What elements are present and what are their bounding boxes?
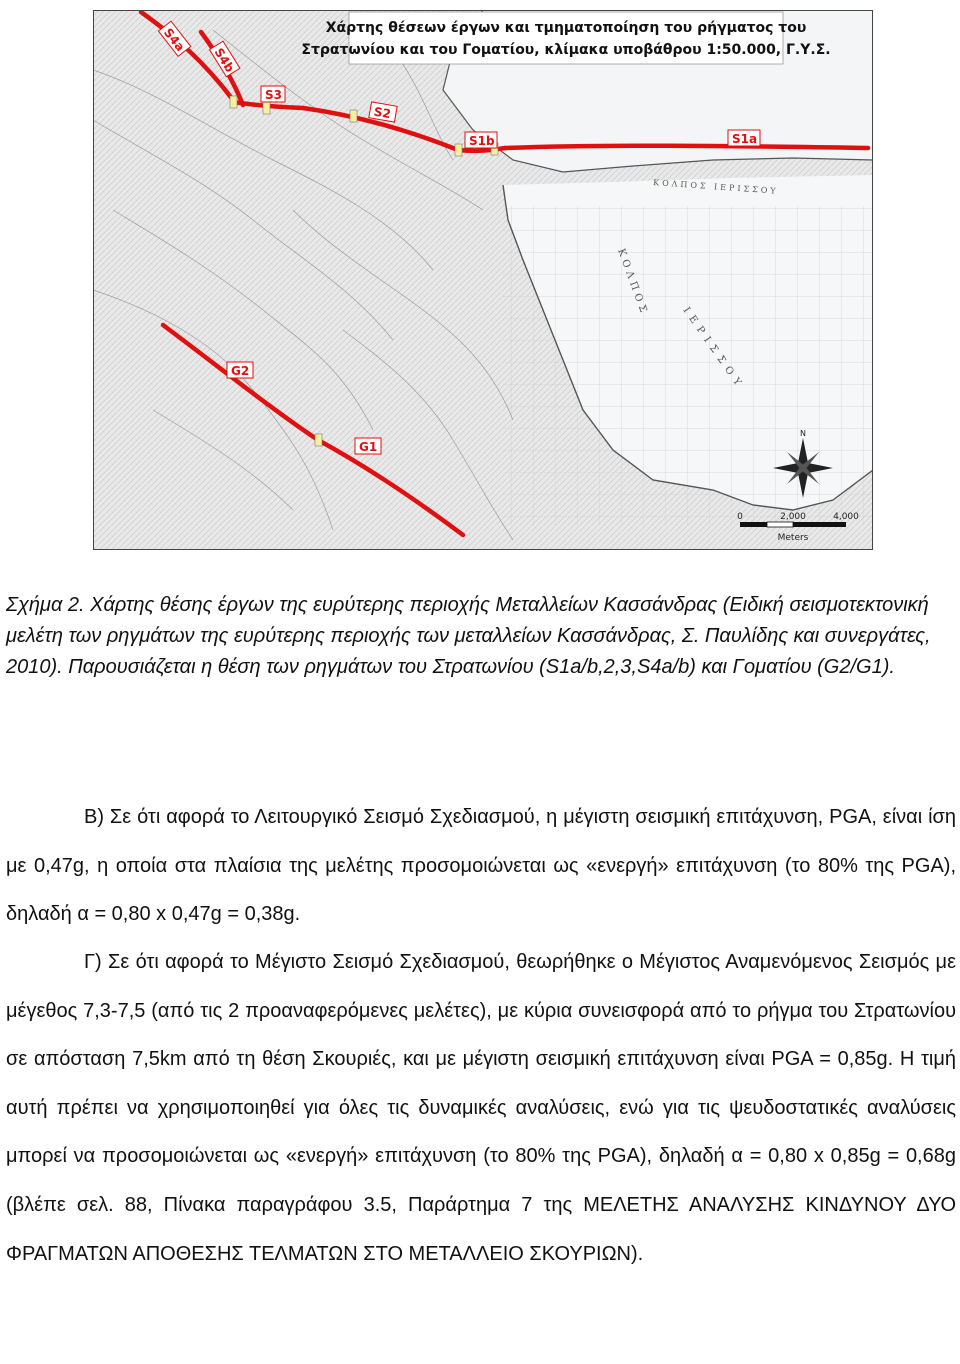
sea-label-top: ΚΟΛΠΟΣ ΙΕΡΙΣΣΟΥ: [652, 178, 779, 196]
fault-label-s3: S3: [265, 88, 282, 102]
fault-label-s4a: S4a: [160, 25, 188, 55]
sea-label-kolpos: ΚΟΛΠΟΣ: [615, 247, 650, 318]
paragraph-b: [6, 793, 956, 939]
fault-label-g2: G2: [231, 364, 250, 378]
compass-north-label: N: [800, 429, 806, 438]
scale-max-label: 4,000: [833, 512, 859, 522]
map-title-line2: Στρατωνίου και του Γοματίου, κλίμακα υποβάθρου 1:50.000, Γ.Υ.Σ.: [301, 42, 831, 58]
map-title-line1: Χάρτης θέσεων έργων και τμηματοποίηση του ρήγματος του: [325, 20, 807, 36]
fault-s1a-trace: [505, 146, 868, 148]
figure-caption: Σχήμα 2. Χάρτης θέσης έργων της ευρύτερης περιοχής Μεταλλείων Κασσάνδρας (Ειδική σεισμοτεκτονική μελέτη των ρηγμάτων της ευρύτερης περιοχής των μεταλλείων Κασσάνδρας, Σ. Παυλίδης και συνεργάτες, 2010). Παρουσιάζεται η θέση των ρηγμάτων του Στρατωνίου (S1a/b,2,3,S4a/b) και Γοματίου (G2/G1).: [6, 594, 931, 678]
sea-label-ierissou: ΙΕΡΙΣΣΟΥ: [680, 305, 747, 393]
scale-mid-label: 2,000: [780, 512, 806, 522]
paragraph-c-text: Γ) Σε ότι αφορά το Μέγιστο Σεισμό Σχεδιασμού, θεωρήθηκε ο Μέγιστος Αναμενόμενος Σεισμός με μέγεθος 7,3-7,5 (από τις 2 προαναφερόμενες μελέτες), με κύρια συνεισφορά από το ρήγμα του Στρατωνίου σε απόσταση 7,5km από τη θέση Σκουριές, και με μέγιστη σεισμική επιτάχυνση είναι PGA = 0,85g. Η τιμή αυτή πρέπει να χρησιμοποιηθεί για όλες τις δυναμικές αναλύσεις, ενώ για τις ψευδοστατικές αναλύσεις μπορεί να προσομοιώνεται ως «ενεργή» επιτάχυνση (το 80% της PGA), δηλαδή α = 0,80 x 0,85g = 0,68g (βλέπε σελ. 88, Πίνακα παραγράφου 3.5, Παράρτημα 7 της ΜΕΛΕΤΗΣ ΑΝΑΛΥΣΗΣ ΚΙΝΔΥΝΟΥ ΔΥΟ ΦΡΑΓΜΑΤΩΝ ΑΠΟΘΕΣΗΣ ΤΕΛΜΑΤΩΝ ΣΤΟ ΜΕΤΑΛΛΕΙΟ ΣΚΟΥΡΙΩΝ).: [6, 951, 956, 1265]
fault-label-s2: S2: [372, 104, 392, 122]
paragraph-c: [6, 938, 956, 1278]
scale-unit-label: Meters: [777, 533, 809, 543]
fault-label-s1a: S1a: [732, 132, 758, 146]
fault-label-g1: G1: [359, 440, 378, 454]
fault-label-s4b: S4b: [211, 45, 237, 75]
map-sea-grid: [503, 206, 873, 526]
fault-map: [93, 10, 873, 550]
fault-label-s1b: S1b: [469, 134, 495, 148]
fault-map-figure: [93, 10, 873, 550]
paragraph-b-text: Β) Σε ότι αφορά το Λειτουργικό Σεισμό Σχεδιασμού, η μέγιστη σεισμική επιτάχυνση, PGA, είναι ίση με 0,47g, η οποία στα πλαίσια της μελέτης προσομοιώνεται ως «ενεργή» επιτάχυνση (το 80% της PGA), δηλαδή α = 0,80 x 0,47g = 0,38g.: [6, 806, 956, 926]
scale-zero-label: 0: [737, 512, 743, 522]
